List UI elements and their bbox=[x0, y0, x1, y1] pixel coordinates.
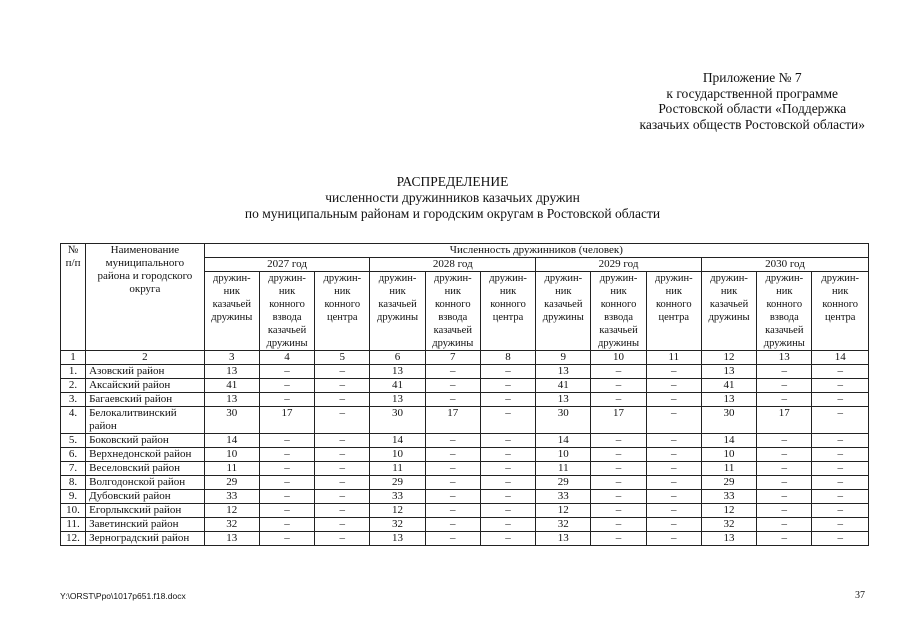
count-cell: 13 bbox=[701, 393, 756, 407]
count-cell: 17 bbox=[591, 407, 646, 434]
count-cell: – bbox=[480, 504, 535, 518]
table-row bbox=[61, 434, 869, 448]
district-name: Заветинский район bbox=[86, 518, 205, 532]
count-cell: – bbox=[315, 476, 370, 490]
count-cell: 10 bbox=[370, 448, 425, 462]
count-cell: – bbox=[646, 407, 701, 434]
count-cell: – bbox=[591, 448, 646, 462]
count-cell: – bbox=[315, 462, 370, 476]
count-cell: – bbox=[315, 379, 370, 393]
count-cell: – bbox=[646, 448, 701, 462]
count-cell: 17 bbox=[757, 407, 812, 434]
count-cell: – bbox=[425, 448, 480, 462]
count-cell: – bbox=[315, 518, 370, 532]
appendix-line: Ростовской области «Поддержка bbox=[658, 101, 847, 116]
appendix-header bbox=[639, 70, 865, 132]
count-cell: – bbox=[646, 504, 701, 518]
count-cell: – bbox=[259, 504, 314, 518]
count-cell: 11 bbox=[204, 462, 259, 476]
district-name: Верхнедонской район bbox=[86, 448, 205, 462]
file-path: Y:\ORST\Ppo\1017p651.f18.docx bbox=[60, 591, 186, 601]
count-cell: 41 bbox=[204, 379, 259, 393]
count-cell: – bbox=[315, 490, 370, 504]
count-cell: – bbox=[259, 518, 314, 532]
column-number: 2 bbox=[86, 351, 205, 365]
count-cell: 10 bbox=[204, 448, 259, 462]
table-row bbox=[61, 448, 869, 462]
count-cell: – bbox=[591, 462, 646, 476]
appendix-line: Приложение № 7 bbox=[702, 70, 802, 85]
count-cell: – bbox=[591, 504, 646, 518]
count-cell: – bbox=[757, 393, 812, 407]
subheader-cell: дружин-ник казачьей дружины bbox=[204, 272, 259, 351]
count-cell: 13 bbox=[204, 393, 259, 407]
count-cell: – bbox=[812, 407, 869, 434]
count-cell: – bbox=[812, 518, 869, 532]
count-cell: 14 bbox=[204, 434, 259, 448]
row-number: 2. bbox=[61, 379, 86, 393]
count-cell: 13 bbox=[536, 532, 591, 546]
count-cell: 32 bbox=[536, 518, 591, 532]
row-number: 8. bbox=[61, 476, 86, 490]
count-cell: 41 bbox=[370, 379, 425, 393]
count-cell: 10 bbox=[536, 448, 591, 462]
count-cell: – bbox=[480, 448, 535, 462]
count-cell: – bbox=[259, 379, 314, 393]
distribution-table bbox=[60, 243, 869, 546]
count-cell: 30 bbox=[204, 407, 259, 434]
table-row bbox=[61, 365, 869, 379]
count-cell: – bbox=[315, 393, 370, 407]
count-cell: – bbox=[591, 365, 646, 379]
count-cell: 30 bbox=[701, 407, 756, 434]
row-number: 10. bbox=[61, 504, 86, 518]
count-cell: – bbox=[425, 518, 480, 532]
row-number: 1. bbox=[61, 365, 86, 379]
count-cell: 29 bbox=[370, 476, 425, 490]
count-cell: 10 bbox=[701, 448, 756, 462]
page-number: 37 bbox=[855, 590, 865, 601]
title-line: по муниципальным районам и городским округам в Ростовской области bbox=[244, 206, 661, 221]
table-row bbox=[61, 490, 869, 504]
header-number: № п/п bbox=[61, 244, 86, 351]
district-name: Дубовский район bbox=[86, 490, 205, 504]
count-cell: – bbox=[315, 532, 370, 546]
column-number: 7 bbox=[425, 351, 480, 365]
count-cell: – bbox=[646, 532, 701, 546]
count-cell: – bbox=[757, 476, 812, 490]
count-cell: – bbox=[425, 504, 480, 518]
column-number: 12 bbox=[701, 351, 756, 365]
count-cell: – bbox=[812, 365, 869, 379]
header-year: 2028 год bbox=[370, 258, 536, 272]
count-cell: 13 bbox=[204, 365, 259, 379]
count-cell: – bbox=[646, 518, 701, 532]
count-cell: 32 bbox=[370, 518, 425, 532]
table-row bbox=[61, 462, 869, 476]
count-cell: 11 bbox=[370, 462, 425, 476]
subheader-cell: дружин-ник казачьей дружины bbox=[536, 272, 591, 351]
count-cell: 13 bbox=[370, 393, 425, 407]
count-cell: 13 bbox=[701, 532, 756, 546]
count-cell: – bbox=[646, 379, 701, 393]
row-number: 11. bbox=[61, 518, 86, 532]
count-cell: 13 bbox=[204, 532, 259, 546]
count-cell: – bbox=[315, 434, 370, 448]
table-row bbox=[61, 393, 869, 407]
column-number: 9 bbox=[536, 351, 591, 365]
count-cell: – bbox=[757, 490, 812, 504]
table-row bbox=[61, 532, 869, 546]
header-count: Численность дружинников (человек) bbox=[204, 244, 868, 258]
count-cell: – bbox=[646, 393, 701, 407]
subheader-cell: дружин-ник конного центра bbox=[480, 272, 535, 351]
subheader-cell: дружин-ник казачьей дружины bbox=[701, 272, 756, 351]
count-cell: – bbox=[812, 490, 869, 504]
table-row bbox=[61, 379, 869, 393]
count-cell: – bbox=[480, 532, 535, 546]
title-line: численности дружинников казачьих дружин bbox=[325, 190, 580, 205]
count-cell: – bbox=[480, 462, 535, 476]
count-cell: – bbox=[259, 434, 314, 448]
appendix-line: к государственной программе bbox=[666, 85, 839, 101]
district-name: Аксайский район bbox=[86, 379, 205, 393]
count-cell: – bbox=[757, 518, 812, 532]
count-cell: – bbox=[757, 532, 812, 546]
count-cell: – bbox=[315, 365, 370, 379]
count-cell: 17 bbox=[425, 407, 480, 434]
count-cell: 41 bbox=[536, 379, 591, 393]
count-cell: – bbox=[591, 379, 646, 393]
column-number: 5 bbox=[315, 351, 370, 365]
count-cell: – bbox=[480, 379, 535, 393]
count-cell: – bbox=[480, 365, 535, 379]
count-cell: – bbox=[425, 365, 480, 379]
count-cell: – bbox=[812, 379, 869, 393]
count-cell: 33 bbox=[370, 490, 425, 504]
appendix-line: казачьих обществ Ростовской области» bbox=[639, 116, 865, 132]
count-cell: – bbox=[425, 393, 480, 407]
count-cell: 12 bbox=[370, 504, 425, 518]
row-number: 7. bbox=[61, 462, 86, 476]
count-cell: – bbox=[591, 532, 646, 546]
count-cell: – bbox=[646, 490, 701, 504]
district-name: Белокалитвинский район bbox=[86, 407, 205, 434]
subheader-cell: дружин-ник конного центра bbox=[812, 272, 869, 351]
count-cell: 17 bbox=[259, 407, 314, 434]
title-heading: РАСПРЕДЕЛЕНИЕ bbox=[396, 174, 509, 189]
count-cell: – bbox=[591, 476, 646, 490]
district-name: Егорлыкский район bbox=[86, 504, 205, 518]
count-cell: – bbox=[812, 504, 869, 518]
count-cell: 14 bbox=[701, 434, 756, 448]
count-cell: – bbox=[757, 434, 812, 448]
column-number: 4 bbox=[259, 351, 314, 365]
table-row bbox=[61, 407, 869, 434]
count-cell: 13 bbox=[536, 393, 591, 407]
count-cell: 29 bbox=[204, 476, 259, 490]
header-year: 2029 год bbox=[536, 258, 702, 272]
count-cell: 29 bbox=[536, 476, 591, 490]
subheader-cell: дружин-ник конного взвода казачьей дружины bbox=[259, 272, 314, 351]
count-cell: – bbox=[646, 476, 701, 490]
count-cell: 12 bbox=[536, 504, 591, 518]
subheader-cell: дружин-ник конного взвода казачьей дружины bbox=[425, 272, 480, 351]
count-cell: 33 bbox=[536, 490, 591, 504]
column-number: 8 bbox=[480, 351, 535, 365]
count-cell: 41 bbox=[701, 379, 756, 393]
count-cell: – bbox=[425, 462, 480, 476]
subheader-cell: дружин-ник конного взвода казачьей дружины bbox=[757, 272, 812, 351]
count-cell: – bbox=[480, 490, 535, 504]
count-cell: – bbox=[591, 434, 646, 448]
count-cell: – bbox=[591, 393, 646, 407]
count-cell: 13 bbox=[370, 365, 425, 379]
column-number: 13 bbox=[757, 351, 812, 365]
count-cell: – bbox=[259, 365, 314, 379]
district-name: Азовский район bbox=[86, 365, 205, 379]
count-cell: 12 bbox=[204, 504, 259, 518]
count-cell: 33 bbox=[204, 490, 259, 504]
count-cell: – bbox=[646, 462, 701, 476]
count-cell: – bbox=[425, 532, 480, 546]
count-cell: 14 bbox=[370, 434, 425, 448]
row-number: 5. bbox=[61, 434, 86, 448]
count-cell: 30 bbox=[370, 407, 425, 434]
subheader-cell: дружин-ник конного центра bbox=[646, 272, 701, 351]
count-cell: – bbox=[315, 448, 370, 462]
count-cell: – bbox=[812, 434, 869, 448]
column-number-row bbox=[61, 351, 869, 365]
row-number: 3. bbox=[61, 393, 86, 407]
district-name: Боковский район bbox=[86, 434, 205, 448]
count-cell: – bbox=[425, 476, 480, 490]
count-cell: – bbox=[425, 379, 480, 393]
district-name: Багаевский район bbox=[86, 393, 205, 407]
table-row bbox=[61, 518, 869, 532]
count-cell: – bbox=[259, 462, 314, 476]
count-cell: 14 bbox=[536, 434, 591, 448]
count-cell: – bbox=[812, 393, 869, 407]
count-cell: 32 bbox=[701, 518, 756, 532]
count-cell: 13 bbox=[370, 532, 425, 546]
column-number: 10 bbox=[591, 351, 646, 365]
count-cell: – bbox=[757, 365, 812, 379]
count-cell: – bbox=[315, 504, 370, 518]
table-row bbox=[61, 504, 869, 518]
district-name: Веселовский район bbox=[86, 462, 205, 476]
count-cell: 11 bbox=[536, 462, 591, 476]
district-name: Волгодонской район bbox=[86, 476, 205, 490]
count-cell: – bbox=[425, 434, 480, 448]
count-cell: – bbox=[259, 532, 314, 546]
count-cell: – bbox=[259, 490, 314, 504]
column-number: 11 bbox=[646, 351, 701, 365]
count-cell: – bbox=[480, 518, 535, 532]
count-cell: – bbox=[480, 476, 535, 490]
subheader-cell: дружин-ник конного центра bbox=[315, 272, 370, 351]
count-cell: – bbox=[425, 490, 480, 504]
count-cell: 30 bbox=[536, 407, 591, 434]
row-number: 6. bbox=[61, 448, 86, 462]
count-cell: 13 bbox=[701, 365, 756, 379]
count-cell: – bbox=[591, 518, 646, 532]
count-cell: – bbox=[259, 393, 314, 407]
column-number: 6 bbox=[370, 351, 425, 365]
count-cell: – bbox=[812, 448, 869, 462]
count-cell: – bbox=[646, 434, 701, 448]
document-title bbox=[0, 174, 905, 222]
row-number: 4. bbox=[61, 407, 86, 434]
header-name: Наименование муниципального района и городского округа bbox=[86, 244, 205, 351]
column-number: 1 bbox=[61, 351, 86, 365]
district-name: Зерноградский район bbox=[86, 532, 205, 546]
count-cell: – bbox=[757, 379, 812, 393]
count-cell: – bbox=[315, 407, 370, 434]
count-cell: – bbox=[259, 476, 314, 490]
row-number: 9. bbox=[61, 490, 86, 504]
count-cell: – bbox=[259, 448, 314, 462]
count-cell: – bbox=[480, 407, 535, 434]
count-cell: – bbox=[812, 476, 869, 490]
count-cell: – bbox=[646, 365, 701, 379]
column-number: 14 bbox=[812, 351, 869, 365]
count-cell: – bbox=[480, 393, 535, 407]
count-cell: 33 bbox=[701, 490, 756, 504]
count-cell: 32 bbox=[204, 518, 259, 532]
table-row bbox=[61, 476, 869, 490]
count-cell: 13 bbox=[536, 365, 591, 379]
count-cell: – bbox=[591, 490, 646, 504]
count-cell: – bbox=[812, 462, 869, 476]
column-number: 3 bbox=[204, 351, 259, 365]
count-cell: – bbox=[757, 504, 812, 518]
count-cell: – bbox=[757, 462, 812, 476]
count-cell: – bbox=[812, 532, 869, 546]
subheader-cell: дружин-ник конного взвода казачьей дружины bbox=[591, 272, 646, 351]
count-cell: 11 bbox=[701, 462, 756, 476]
row-number: 12. bbox=[61, 532, 86, 546]
subheader-cell: дружин-ник казачьей дружины bbox=[370, 272, 425, 351]
header-year: 2027 год bbox=[204, 258, 370, 272]
count-cell: 12 bbox=[701, 504, 756, 518]
count-cell: – bbox=[757, 448, 812, 462]
count-cell: – bbox=[480, 434, 535, 448]
count-cell: 29 bbox=[701, 476, 756, 490]
header-year: 2030 год bbox=[701, 258, 868, 272]
